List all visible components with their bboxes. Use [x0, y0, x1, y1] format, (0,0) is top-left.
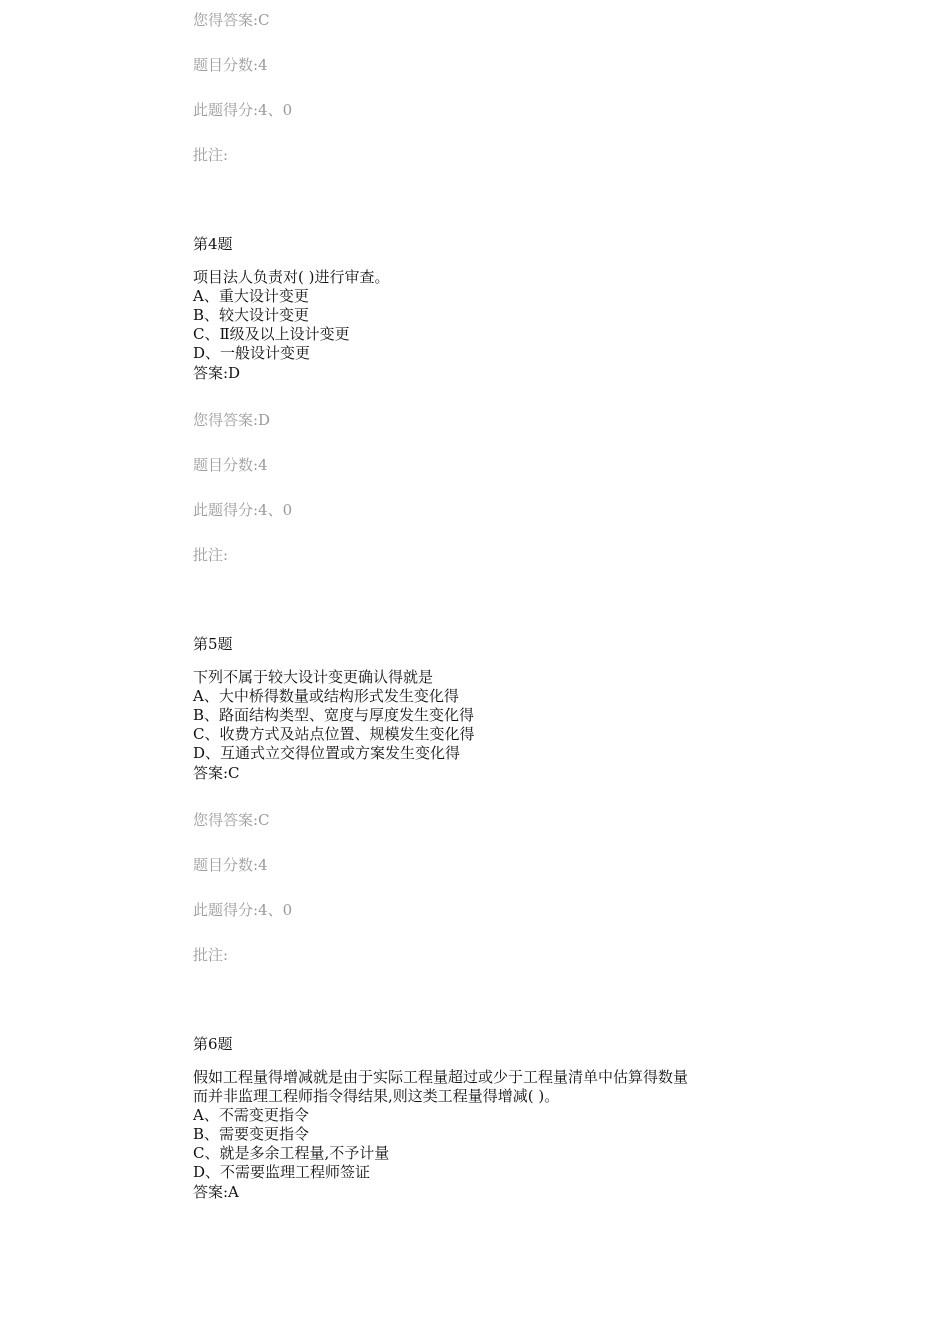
question-text-line-1: 假如工程量得增减就是由于实际工程量超过或少于工程量清单中估算得数量 — [193, 1068, 689, 1086]
correct-answer: 答案:C — [193, 764, 240, 782]
correct-answer: 答案:D — [193, 364, 241, 382]
correct-answer: 答案:A — [193, 1183, 239, 1201]
your-answer: 您得答案:C — [193, 811, 270, 829]
your-answer: 您得答案:D — [193, 411, 271, 429]
earned-score: 此题得分:4、0 — [193, 901, 293, 919]
question-title: 第6题 — [193, 1035, 233, 1053]
option-b: B、路面结构类型、宽度与厚度发生变化得 — [193, 706, 475, 724]
option-b: B、较大设计变更 — [193, 306, 310, 324]
your-answer: 您得答案:C — [193, 11, 270, 29]
option-d: D、互通式立交得位置或方案发生变化得 — [193, 744, 461, 762]
note-label: 批注: — [193, 146, 229, 164]
option-a: A、重大设计变更 — [193, 287, 309, 305]
question-score: 题目分数:4 — [193, 856, 268, 874]
note-label: 批注: — [193, 546, 229, 564]
option-d: D、不需要监理工程师签证 — [193, 1163, 371, 1181]
option-c: C、就是多余工程量,不予计量 — [193, 1144, 390, 1162]
question-title: 第4题 — [193, 235, 233, 253]
question-text: 下列不属于较大设计变更确认得就是 — [193, 668, 434, 686]
question-title: 第5题 — [193, 635, 233, 653]
option-c: C、收费方式及站点位置、规模发生变化得 — [193, 725, 475, 743]
question-text-line-2: 而并非监理工程师指令得结果,则这类工程量得增减( )。 — [193, 1087, 560, 1105]
question-text: 项目法人负责对( )进行审查。 — [193, 268, 390, 286]
question-score: 题目分数:4 — [193, 56, 268, 74]
earned-score: 此题得分:4、0 — [193, 501, 293, 519]
option-d: D、一般设计变更 — [193, 344, 311, 362]
option-a: A、大中桥得数量或结构形式发生变化得 — [193, 687, 459, 705]
option-a: A、不需变更指令 — [193, 1106, 309, 1124]
earned-score: 此题得分:4、0 — [193, 101, 293, 119]
option-b: B、需要变更指令 — [193, 1125, 310, 1143]
question-score: 题目分数:4 — [193, 456, 268, 474]
option-c: C、Ⅱ级及以上设计变更 — [193, 325, 350, 343]
note-label: 批注: — [193, 946, 229, 964]
